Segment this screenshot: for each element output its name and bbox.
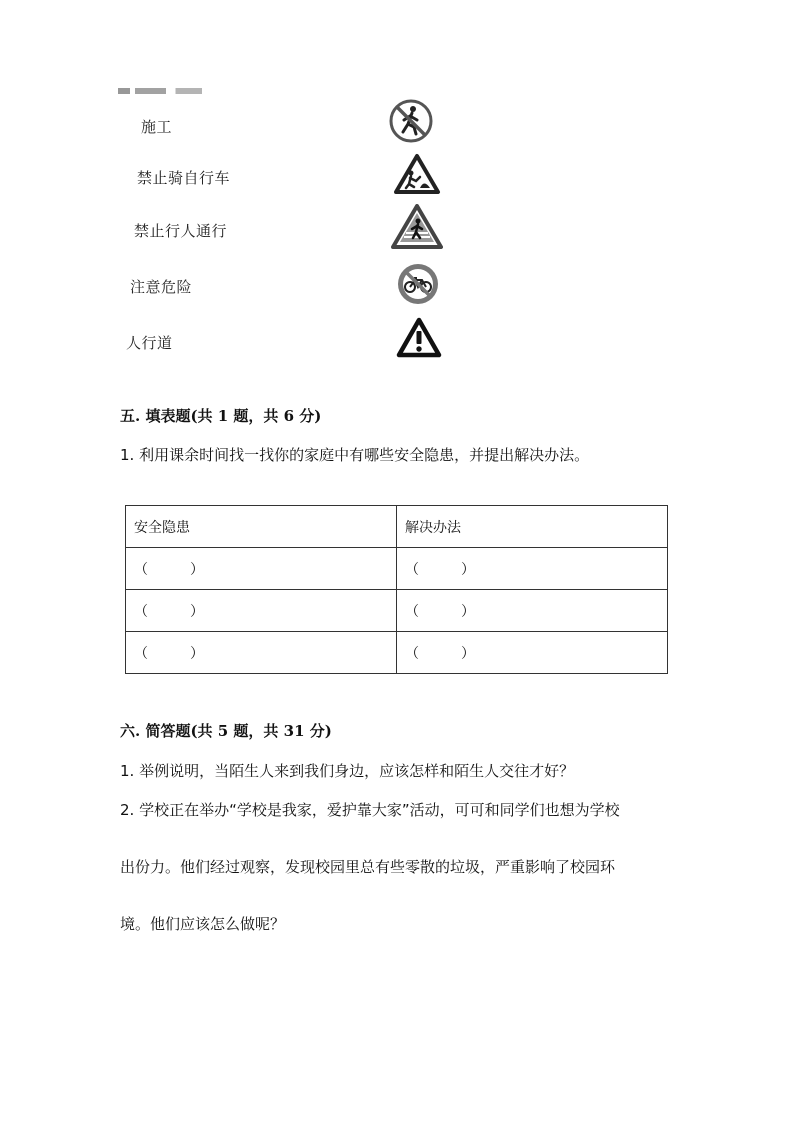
- sign-label-construction: 施工: [141, 118, 173, 136]
- answer-blank[interactable]: （ ）: [397, 632, 668, 674]
- warning-exclamation-icon: [396, 317, 442, 359]
- no-bicycles-icon: [395, 261, 441, 307]
- table-row: [126, 548, 668, 590]
- sign-label-danger: 注意危险: [130, 278, 193, 296]
- section-six-title: 六. 简答题(共 5 题，共 31 分): [120, 722, 332, 740]
- answer-blank[interactable]: （ ）: [126, 548, 397, 590]
- answer-blank[interactable]: （ ）: [397, 590, 668, 632]
- answer-blank[interactable]: （ ）: [126, 632, 397, 674]
- no-pedestrians-icon: [388, 98, 434, 144]
- question-one: 1. 举例说明，当陌生人来到我们身边，应该怎样和陌生人交往才好？: [120, 762, 575, 780]
- sign-label-sidewalk: 人行道: [126, 334, 173, 352]
- sign-label-no-bicycles: 禁止骑自行车: [137, 169, 231, 187]
- header-solutions: 解决办法: [397, 506, 668, 548]
- header-hazards: 安全隐患: [126, 506, 397, 548]
- table-row: [126, 590, 668, 632]
- sign-label-no-pedestrians: 禁止行人通行: [134, 222, 228, 240]
- pedestrian-crossing-icon: [391, 204, 443, 250]
- question-two-line-1: 2. 学校正在举办“学校是我家，爱护靠大家”活动，可可和同学们也想为学校: [120, 801, 620, 819]
- table-row: [126, 632, 668, 674]
- section-five-title: 五. 填表题(共 1 题，共 6 分): [120, 407, 322, 425]
- question-two-line-3: 境。他们应该怎么做呢？: [120, 915, 286, 933]
- answer-blank[interactable]: （ ）: [397, 548, 668, 590]
- table-header-row: [126, 506, 668, 548]
- cropped-text-fragment: [118, 88, 238, 94]
- section-five-question: 1. 利用课余时间找一找你的家庭中有哪些安全隐患，并提出解决办法。: [120, 446, 590, 464]
- safety-hazards-table: [125, 505, 668, 674]
- question-two-line-2: 出份力。他们经过观察，发现校园里总有些零散的垃圾，严重影响了校园环: [120, 858, 616, 876]
- answer-blank[interactable]: （ ）: [126, 590, 397, 632]
- road-work-icon: [393, 153, 441, 195]
